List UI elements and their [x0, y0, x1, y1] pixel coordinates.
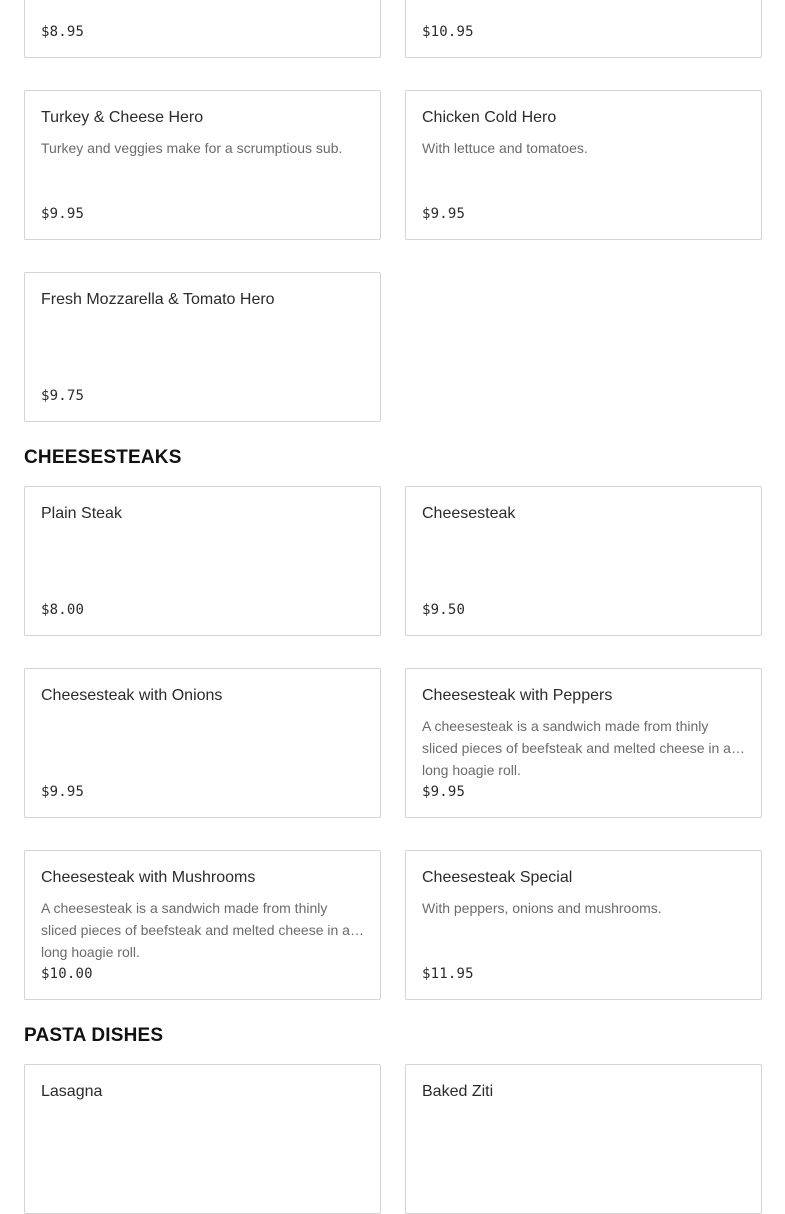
item-name: Fresh Mozzarella & Tomato Hero [41, 291, 275, 308]
item-price: $9.95 [41, 206, 85, 222]
menu-item-card[interactable] [24, 90, 381, 240]
item-description: Turkey and veggies make for a scrumptious sub. [41, 140, 343, 156]
item-price: $9.95 [422, 206, 466, 222]
item-name: Cheesesteak with Peppers [422, 687, 613, 704]
item-description: A cheesesteak is a sandwich made from thinly sliced pieces of beefsteak and melted cheese in a long hoagie roll. [41, 900, 350, 960]
item-price: $11.95 [422, 966, 474, 982]
item-price: $9.50 [422, 602, 466, 618]
menu-item-card[interactable] [24, 1064, 381, 1214]
menu-item-card[interactable] [405, 486, 762, 636]
item-price: $9.95 [41, 784, 85, 800]
item-description: With peppers, onions and mushrooms. [422, 900, 662, 916]
item-price: $8.95 [41, 24, 85, 40]
item-name: Plain Steak [41, 505, 122, 522]
menu-item-card[interactable] [405, 0, 762, 58]
menu-item-card[interactable] [24, 486, 381, 636]
item-name: Baked Ziti [422, 1083, 494, 1100]
item-name: Cheesesteak Special [422, 869, 573, 886]
item-name: Chicken Cold Hero [422, 109, 557, 126]
section-heading-pasta-dishes: PASTA DISHES [24, 1025, 164, 1046]
item-name: Cheesesteak with Mushrooms [41, 869, 256, 886]
item-description: A cheesesteak is a sandwich made from thinly sliced pieces of beefsteak and melted cheese in a long hoagie roll. [422, 718, 731, 778]
menu-item-card[interactable] [405, 1064, 762, 1214]
menu-item-card[interactable] [405, 90, 762, 240]
menu-item-card[interactable] [405, 850, 762, 1000]
item-name: Lasagna [41, 1083, 103, 1100]
section-heading-cheesesteaks: CHEESESTEAKS [24, 447, 182, 468]
menu-item-card[interactable] [24, 850, 381, 1000]
item-name: Cheesesteak [422, 505, 516, 522]
item-price: $8.00 [41, 602, 85, 618]
menu-item-card[interactable] [24, 272, 381, 422]
item-price: $10.95 [422, 24, 474, 40]
item-price: $9.95 [422, 784, 466, 800]
item-price: $9.75 [41, 388, 85, 404]
item-name: Turkey & Cheese Hero [41, 109, 204, 126]
item-name: Cheesesteak with Onions [41, 687, 223, 704]
menu-item-card[interactable] [405, 668, 762, 818]
item-price: $10.00 [41, 966, 93, 982]
item-description: With lettuce and tomatoes. [422, 140, 588, 156]
menu-item-card[interactable] [24, 0, 381, 58]
menu-item-card[interactable] [24, 668, 381, 818]
